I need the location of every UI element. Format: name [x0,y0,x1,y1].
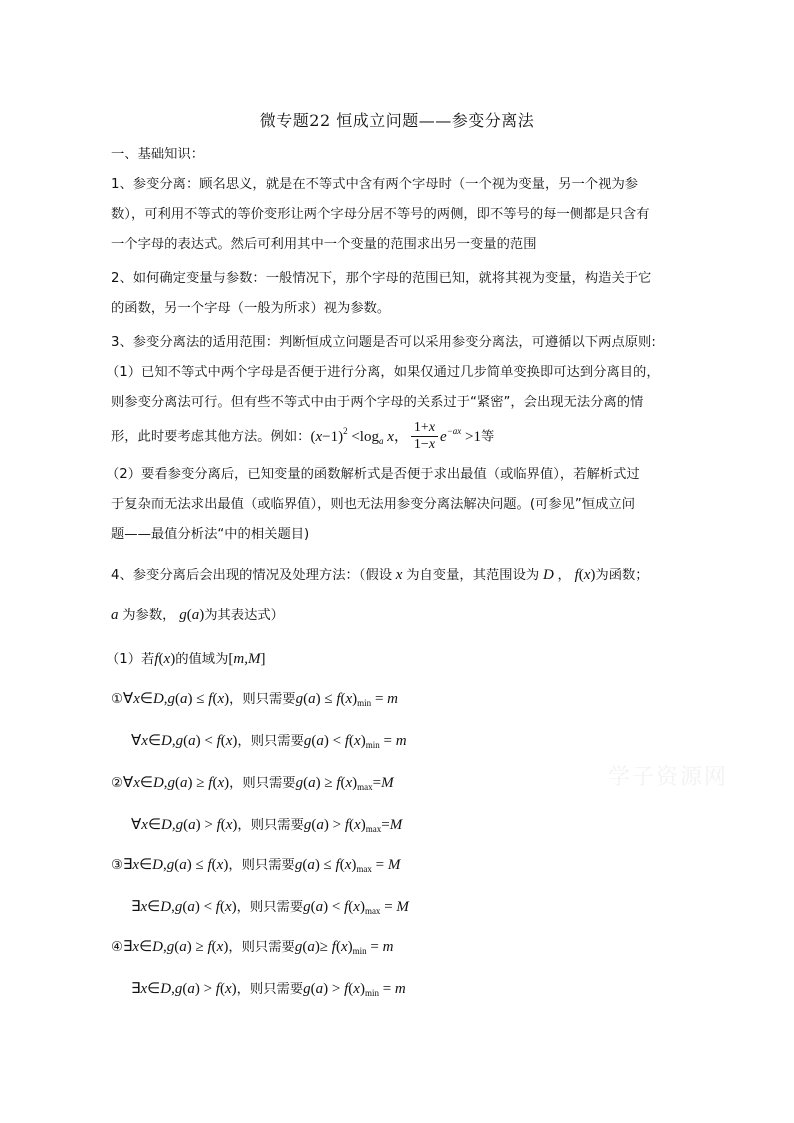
paragraph-1-line-1: 1、参变分离：顾名思义，就是在不等式中含有两个字母时（一个视为变量，另一个视为参 [111,177,639,192]
paragraph-3-line-2: （1）已知不等式中两个字母是否便于进行分离，如果仅通过几步简单变换即可达到分离目的， [106,365,660,380]
rule-3a: ③∃x∈D,g(a) ≤ f(x)，则只需要$g(a) \le f(x)_{max} = M$ [111,857,401,874]
paragraph-3-line-3: 则参变分离法可行。但有些不等式中由于两个字母的关系过于“紧密”，会出现无法分离的情 [111,395,644,410]
paragraph-2-line-2: 的函数，另一个字母（一般为所求）视为参数。 [111,301,391,316]
rule-1b: ∀x∈D,g(a) < f(x)，则只需要$g(a) < f(x)_{min} = m$ [131,733,407,750]
paragraph-3-line-7: 题——最值分析法“中的相关题目) [111,527,310,542]
paragraph-4-line-1: 4、参变分离后会出现的情况及处理方法：（假设 x 为自变量，其范围设为 D ， f(x)为函数； [111,567,649,583]
example-formula-log: $(x-1)^2 <\log_a$ x [310,425,394,446]
paragraph-4-line-2: a 为参数， g(a)为其表达式） [111,607,284,623]
paragraph-3-line-6: 于复杂而无法求出最值（或临界值），则也无法用参变分离法解决问题。(可参见”恒成立问 [111,497,636,512]
section-heading: 一、基础知识： [111,147,205,162]
paragraph-3-line-4: 形，此时要考虑其他方法。例如：$(x-1)^2 <\log_a$ x， $\frac{1+x}{1-x}$ $e^{-ax} >1$等 [111,420,495,452]
rule-2b: ∀x∈D,g(a) > f(x)，则只需要$g(a) > f(x)_{max}=M$ [131,817,403,834]
example-formula-exp: $e^{-ax} >1$ [440,425,482,445]
paragraph-2-line-1: 2、如何确定变量与参数：一般情况下，那个字母的范围已知，就将其视为变量，构造关于它 [111,271,652,286]
example-tail: 等 [481,429,495,445]
page-title: 微专题22 恒成立问题——参变分离法 [259,111,535,130]
rule-2a: ②∀x∈D,g(a) ≥ f(x)，则只需要$g(a) \ge f(x)_{max}=M$ [111,775,394,792]
paragraph-1-line-2: 数），可利用不等式的等价变形让两个字母分居不等号的两侧，即不等号的每一侧都是只含有 [111,207,650,222]
rule-4b: ∃x∈D,g(a) > f(x)，则只需要$g(a) > f(x)_{min} = m$ [131,981,406,998]
paragraph-3-line-5: （2）要看参变分离后，已知变量的函数解析式是否便于求出最值（或临界值），若解析式过 [106,467,640,482]
rule-4a: ④∃x∈D,g(a) ≥ f(x)，则只需要$g(a)\ge f(x)_{min} = m$ [111,939,394,956]
paragraph-1-line-3: 一个字母的表达式。然后可利用其中一个变量的范围求出另一变量的范围 [111,237,537,252]
rule-1a: ①∀x∈D,g(a) ≤ f(x)，则只需要$g(a) \le f(x)_{min} = m$ [111,691,398,708]
example-fraction: $\frac{1+x}{1-x}$ [411,420,438,453]
paragraph-3-line-1: 3、参变分离法的适用范围：判断恒成立问题是否可以采用参变分离法，可遵循以下两点原则: [111,335,656,350]
watermark: 学子资源网 [608,765,729,790]
rule-3b: ∃x∈D,g(a) < f(x)，则只需要$g(a) < f(x)_{max} = M$ [131,899,409,916]
paragraph-4-line-3: （1）若f(x)的值域为[m,M] [106,651,266,667]
example-intro: 形，此时要考虑其他方法。例如： [111,429,311,445]
